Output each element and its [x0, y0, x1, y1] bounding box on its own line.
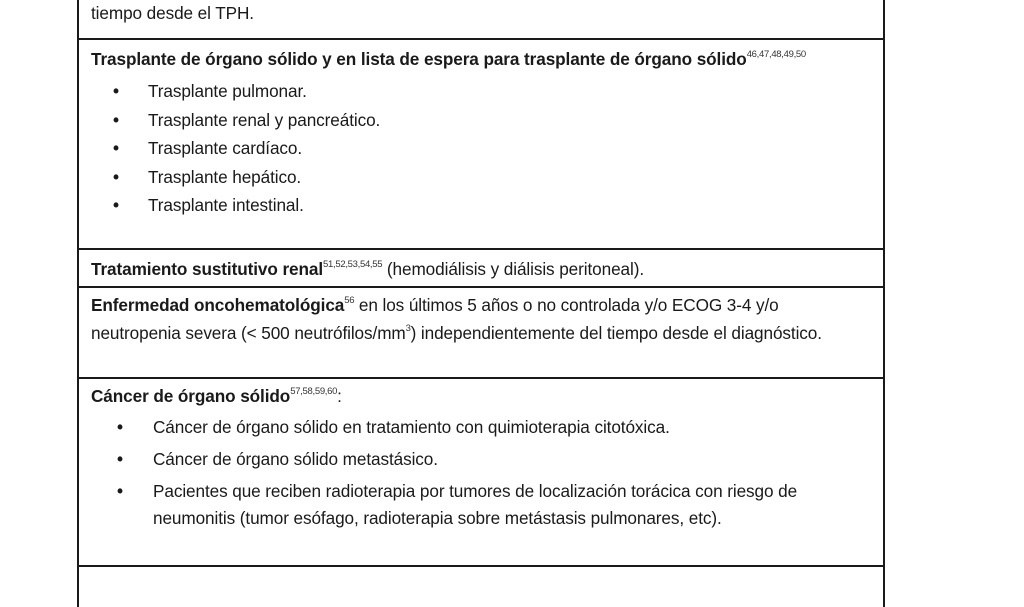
reference-superscript: 51,52,53,54,55: [323, 259, 383, 270]
bullet-icon: •: [113, 109, 119, 130]
bullet-icon: •: [113, 166, 119, 187]
unit-superscript: 3: [405, 322, 411, 334]
list-item: [91, 106, 869, 135]
reference-superscript: 46,47,48,49,50: [746, 49, 806, 60]
list-item-text: Cáncer de órgano sólido metastásico.: [153, 449, 438, 469]
list-item-text: Cáncer de órgano sólido en tratamiento con quimioterapia citotóxica.: [153, 417, 670, 437]
row-heading: Tratamiento sustitutivo renal: [91, 259, 324, 279]
row-tratamiento-sustitutivo-renal: [79, 250, 883, 288]
row-paragraph: [91, 256, 869, 283]
list-item: [91, 414, 869, 441]
row-paragraph: [91, 383, 869, 410]
row-heading: [91, 46, 869, 73]
bullet-icon: •: [113, 195, 119, 215]
row-text: ) independientemente del tiempo desde el diagnóstico.: [410, 322, 822, 343]
list-item-text: Pacientes que reciben radioterapia por tumores de localización torácica con riesgo de neumonitis (tumor esófago, radioterapia sobre metástasis pulmonares, etc).: [153, 481, 798, 528]
row-text: (hemodiálisis y diálisis peritoneal).: [382, 259, 645, 279]
list-item: [91, 191, 869, 220]
bullet-icon: •: [117, 481, 123, 501]
bullet-icon: •: [113, 138, 119, 158]
list-item: [91, 134, 869, 163]
heading-colon: :: [337, 386, 342, 406]
cancer-list: [91, 414, 869, 532]
row-heading: Enfermedad oncohematológica: [91, 295, 345, 315]
transplant-list: [91, 77, 869, 220]
list-item: [91, 163, 869, 192]
row-paragraph: [91, 292, 869, 347]
row-text-line: tiempo desde el TPH.: [91, 3, 254, 23]
row-tph-continued: [79, 0, 883, 40]
reference-superscript: 57,58,59,60: [290, 386, 338, 397]
row-enfermedad-oncohematologica: [79, 288, 883, 379]
list-item: [91, 77, 869, 106]
reference-superscript: 56: [344, 295, 355, 306]
list-item-text: Trasplante hepático.: [148, 166, 302, 187]
list-item: [91, 478, 869, 532]
row-next-cut-off: [79, 567, 883, 607]
list-item-text: Trasplante intestinal.: [148, 195, 304, 215]
list-item-text: Trasplante renal y pancreático.: [148, 109, 381, 130]
row-heading: Cáncer de órgano sólido: [91, 386, 291, 406]
bullet-icon: •: [117, 417, 123, 437]
heading-text: Trasplante de órgano sólido y en lista de espera para trasplante de órgano sólido: [91, 49, 747, 69]
bullet-icon: •: [117, 449, 123, 469]
row-trasplante-organo-solido: [79, 40, 883, 250]
list-item-text: Trasplante cardíaco.: [148, 138, 303, 158]
row-cancer-organo-solido: [79, 379, 883, 567]
list-item-text: Trasplante pulmonar.: [148, 81, 307, 101]
bullet-icon: •: [113, 81, 119, 101]
row-text: en los últimos 5 años o no controlada y/o ECOG 3-4 y/o neutropenia severa (< 500 neutrófilos/mm: [91, 295, 779, 343]
list-item: [91, 446, 869, 473]
criteria-table: [77, 0, 885, 607]
